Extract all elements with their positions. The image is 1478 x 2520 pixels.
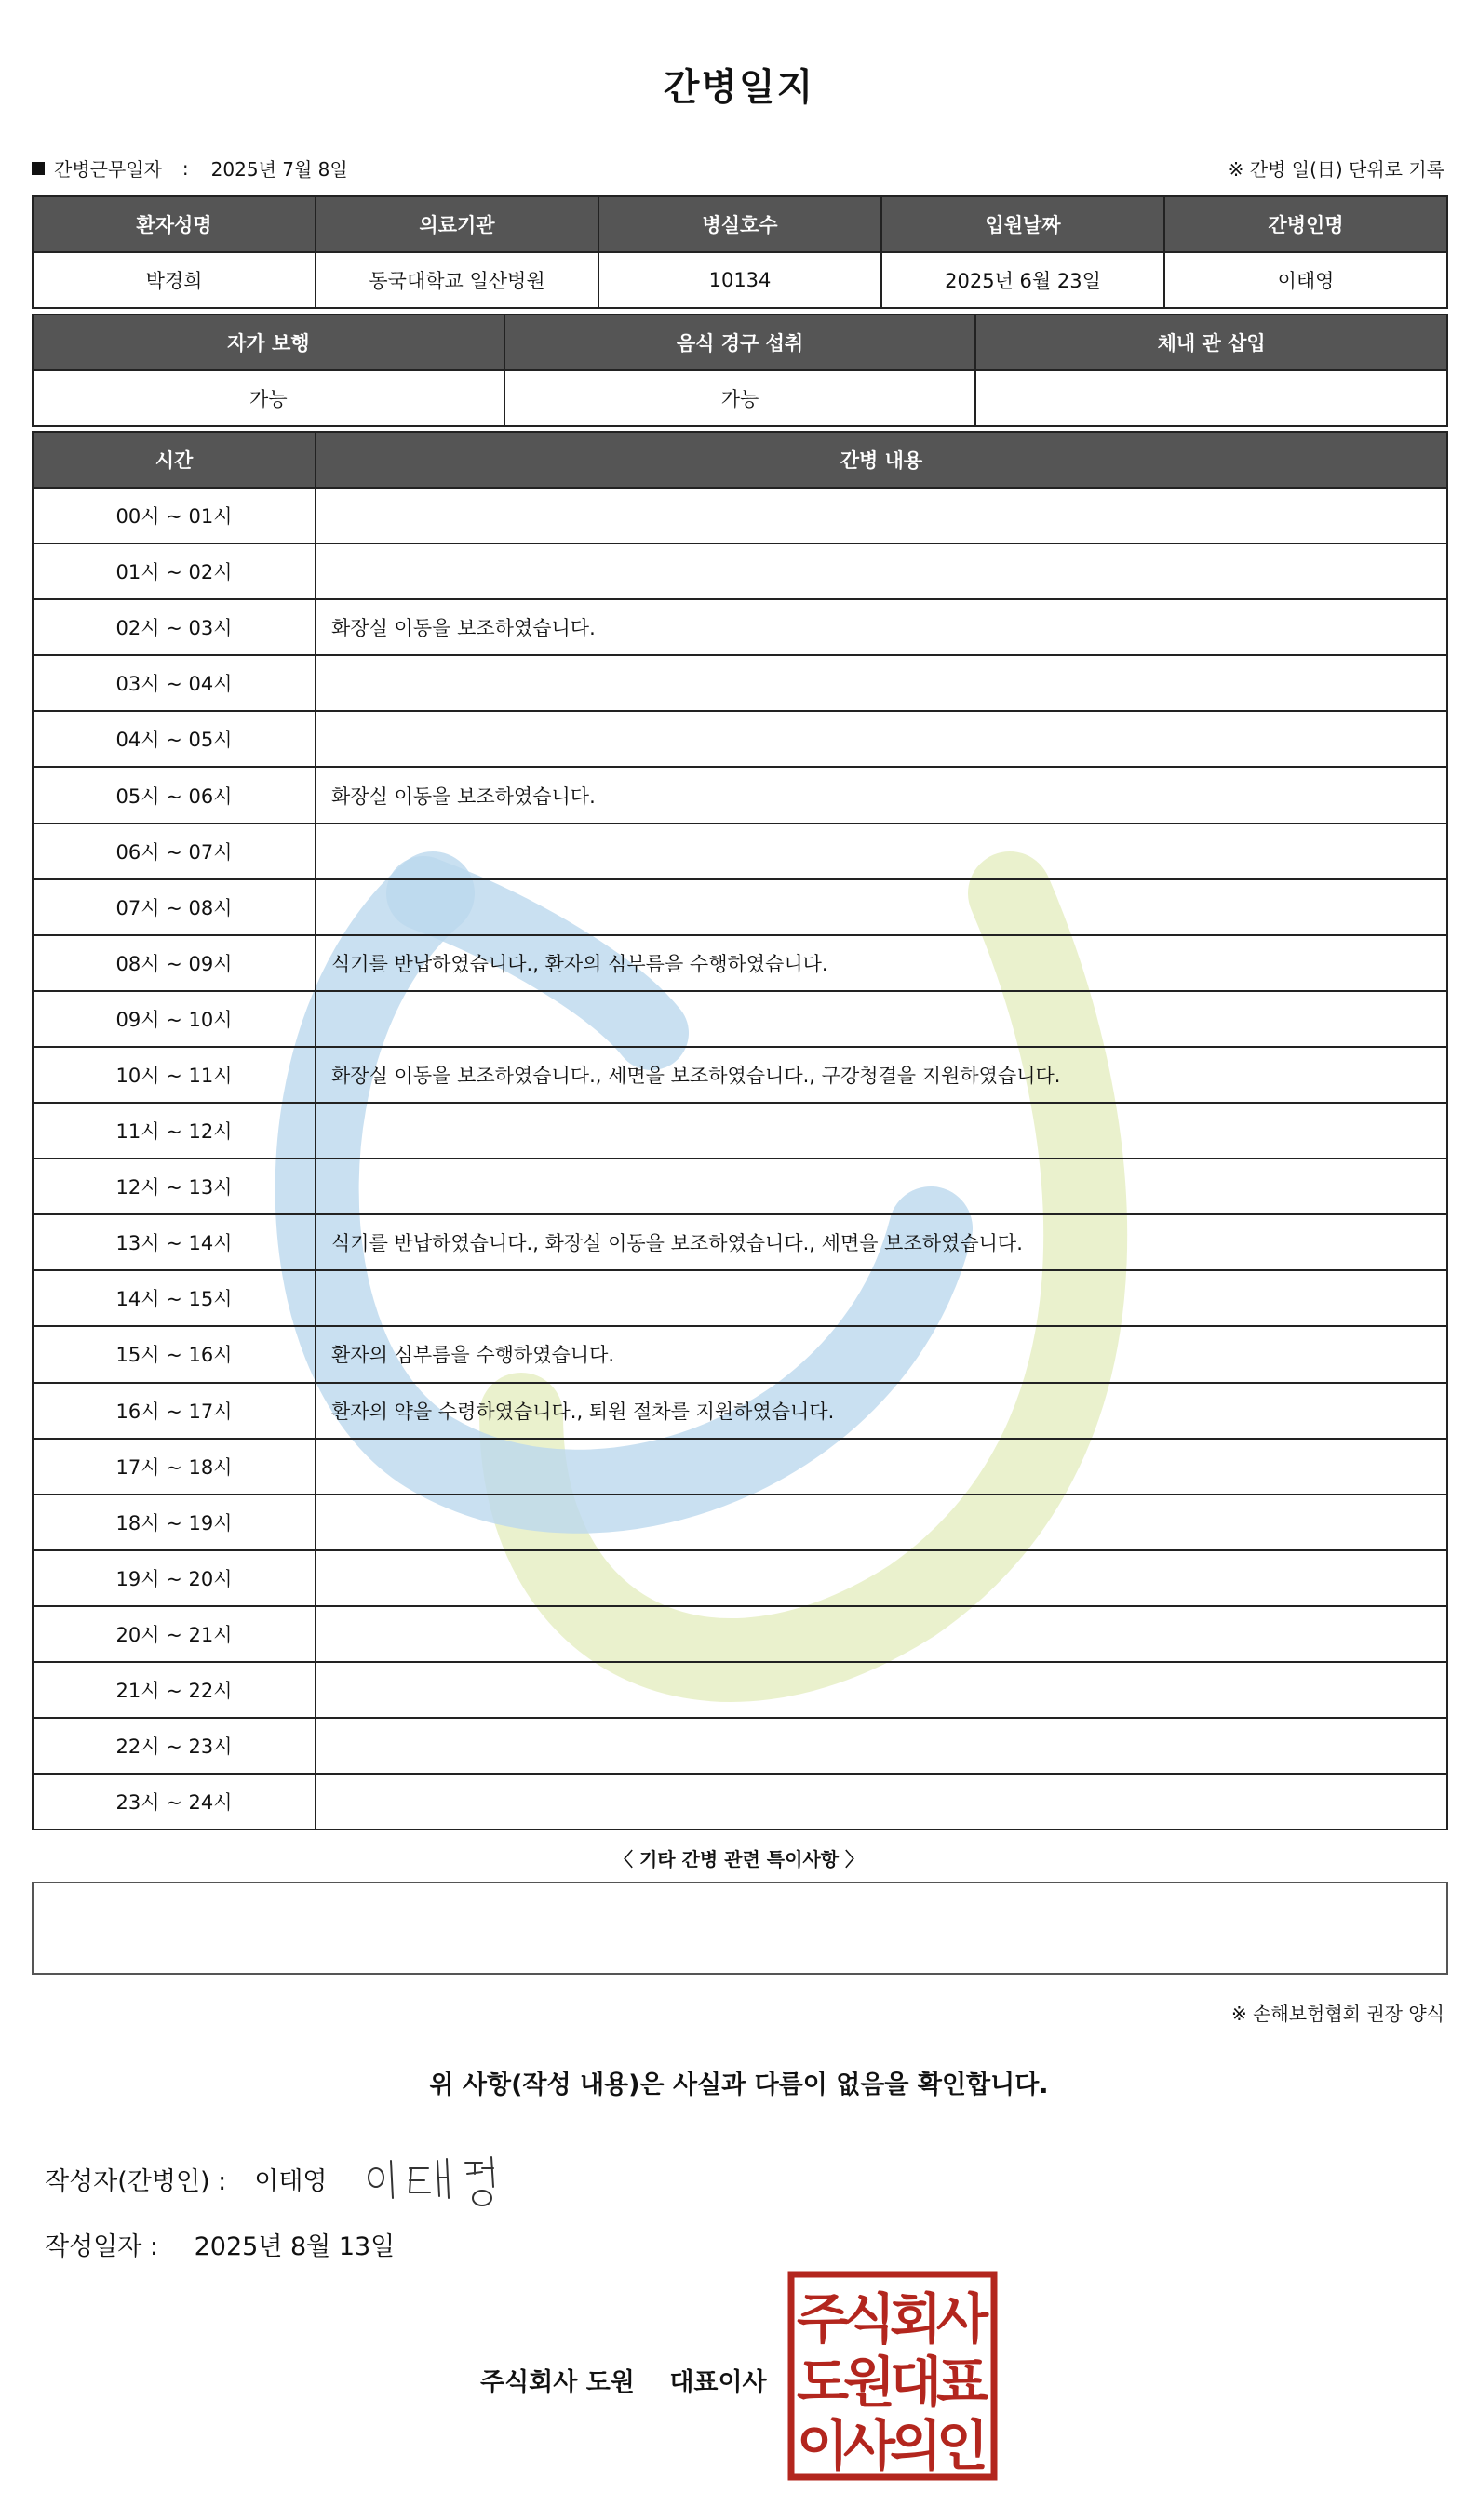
header-hospital: 의료기관 [316,196,598,252]
written-date-line [45,2226,395,2262]
content-cell: 환자의 약을 수령하였습니다., 퇴원 절차를 지원하였습니다. [316,1383,1447,1439]
content-cell [316,991,1447,1047]
header-admission-date: 입원날짜 [881,196,1164,252]
oral-intake-cell: 가능 [504,370,976,426]
content-cell [316,488,1447,543]
table-row [33,1047,1447,1103]
content-cell: 환자의 심부름을 수행하였습니다. [316,1326,1447,1382]
content-cell: 화장실 이동을 보조하였습니다., 세면을 보조하였습니다., 구강청결을 지원하였습니다. [316,1047,1447,1103]
table-row [33,935,1447,991]
content-cell [316,1774,1447,1830]
svg-text:인: 인 [935,2414,989,2477]
content-cell [316,1606,1447,1662]
header-oral-intake: 음식 경구 섭취 [504,315,976,370]
header-patient-name: 환자성명 [33,196,316,252]
table-row [33,1718,1447,1774]
content-cell: 화장실 이동을 보조하였습니다. [316,599,1447,655]
header-time: 시간 [33,432,316,488]
content-cell [316,1439,1447,1495]
work-date-line [32,154,348,181]
table-row [33,1774,1447,1830]
work-date-value: 2025년 7월 8일 [210,158,348,181]
writer-label: 작성자(간병인) : [45,2167,227,2196]
confirm-statement: 위 사항(작성 내용)은 사실과 다름이 없음을 확인합니다. [429,2071,1049,2099]
table-row [33,1439,1447,1495]
remarks-title: 〈 기타 간병 관련 특이사항 〉 [613,1848,864,1870]
svg-text:이: 이 [796,2414,850,2477]
content-cell [316,711,1447,767]
time-cell: 08시 ~ 09시 [33,935,316,991]
content-cell [316,879,1447,935]
time-cell: 04시 ~ 05시 [33,711,316,767]
header-care-content: 간병 내용 [316,432,1447,488]
table-row [33,543,1447,599]
time-cell: 05시 ~ 06시 [33,767,316,823]
svg-text:사: 사 [842,2414,896,2477]
svg-text:사: 사 [935,2287,989,2351]
page-title: 간병일지 [663,66,815,109]
time-cell: 13시 ~ 14시 [33,1214,316,1270]
svg-text:회: 회 [889,2287,943,2351]
time-cell: 00시 ~ 01시 [33,488,316,543]
time-cell: 17시 ~ 18시 [33,1439,316,1495]
writer-line [45,2161,328,2197]
content-cell [316,1495,1447,1550]
table-row [33,767,1447,823]
patient-info-table [32,195,1448,309]
time-cell: 09시 ~ 10시 [33,991,316,1047]
time-cell: 21시 ~ 22시 [33,1662,316,1718]
content-cell [316,1270,1447,1326]
svg-text:대: 대 [889,2351,943,2414]
table-row [33,599,1447,655]
header-self-walking: 자가 보행 [33,315,504,370]
time-cell: 19시 ~ 20시 [33,1550,316,1606]
svg-text:의: 의 [889,2414,943,2477]
table-row [33,1270,1447,1326]
caregiver-name-cell: 이태영 [1164,252,1447,308]
table-row [33,488,1447,543]
svg-text:주: 주 [796,2287,850,2351]
care-log-table [32,431,1448,1830]
table-row [33,991,1447,1047]
table-row [33,1214,1447,1270]
table-row [33,879,1447,935]
recommend-note: ※ 손해보험협회 권장 양식 [1230,2003,1444,2025]
written-date-value: 2025년 8월 13일 [194,2232,396,2261]
time-cell: 12시 ~ 13시 [33,1159,316,1214]
content-cell: 식기를 반납하였습니다., 화장실 이동을 보조하였습니다., 세면을 보조하였습니다. [316,1214,1447,1270]
time-cell: 15시 ~ 16시 [33,1326,316,1382]
table-row [33,1103,1447,1159]
square-bullet-icon [32,162,45,175]
content-cell [316,1550,1447,1606]
written-date-label: 작성일자 : [45,2232,159,2261]
patient-name-cell: 박경희 [33,252,316,308]
content-cell [316,1662,1447,1718]
company-seal-icon [787,2271,998,2481]
admission-date-cell: 2025년 6월 23일 [881,252,1164,308]
content-cell [316,543,1447,599]
company-name: 주식회사 도원 [480,2368,635,2397]
time-cell: 11시 ~ 12시 [33,1103,316,1159]
time-cell: 06시 ~ 07시 [33,824,316,879]
company-ceo: 대표이사 [669,2368,767,2397]
table-row [33,824,1447,879]
self-walking-cell: 가능 [33,370,504,426]
table-row [33,711,1447,767]
time-cell: 16시 ~ 17시 [33,1383,316,1439]
time-cell: 22시 ~ 23시 [33,1718,316,1774]
time-cell: 02시 ~ 03시 [33,599,316,655]
tube-insertion-cell [975,370,1447,426]
writer-name: 이태영 [254,2167,328,2196]
work-date-label: 간병근무일자 [54,158,162,181]
content-cell [316,1103,1447,1159]
svg-text:원: 원 [842,2351,896,2414]
content-cell [316,1159,1447,1214]
content-cell [316,655,1447,711]
header-tube-insertion: 체내 관 삽입 [975,315,1447,370]
remarks-box [32,1882,1448,1975]
svg-text:도: 도 [796,2351,850,2414]
time-cell: 18시 ~ 19시 [33,1495,316,1550]
table-row [33,1383,1447,1439]
svg-text:식: 식 [842,2287,896,2351]
table-row [33,1159,1447,1214]
room-number-cell: 10134 [598,252,881,308]
handwritten-signature-icon [363,2140,512,2215]
table-row [33,1495,1447,1550]
table-row [33,1606,1447,1662]
hospital-cell: 동국대학교 일산병원 [316,252,598,308]
table-row [33,1550,1447,1606]
content-cell: 화장실 이동을 보조하였습니다. [316,767,1447,823]
time-cell: 01시 ~ 02시 [33,543,316,599]
time-cell: 07시 ~ 08시 [33,879,316,935]
table-row [33,1326,1447,1382]
table-row [33,655,1447,711]
table-row [33,1662,1447,1718]
company-line [480,2362,767,2398]
time-cell: 23시 ~ 24시 [33,1774,316,1830]
time-cell: 10시 ~ 11시 [33,1047,316,1103]
content-cell [316,1718,1447,1774]
time-cell: 20시 ~ 21시 [33,1606,316,1662]
time-cell: 03시 ~ 04시 [33,655,316,711]
content-cell [316,824,1447,879]
svg-text:표: 표 [935,2351,989,2414]
time-cell: 14시 ~ 15시 [33,1270,316,1326]
record-unit-note: ※ 간병 일(日) 단위로 기록 [1228,158,1444,181]
content-cell: 식기를 반납하였습니다., 환자의 심부름을 수행하였습니다. [316,935,1447,991]
patient-ability-table [32,314,1448,427]
header-caregiver-name: 간병인명 [1164,196,1447,252]
work-date-colon: : [181,156,189,180]
header-room-number: 병실호수 [598,196,881,252]
